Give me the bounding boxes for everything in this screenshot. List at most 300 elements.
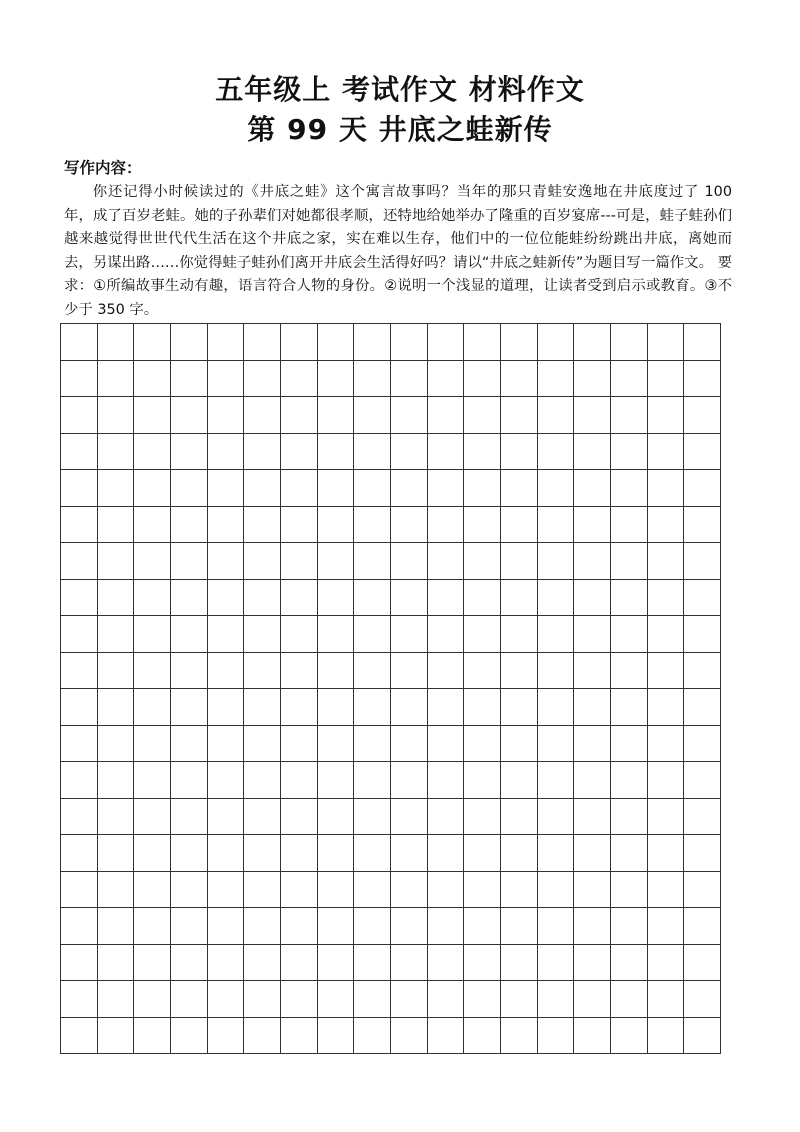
grid-cell[interactable]	[61, 470, 98, 507]
grid-cell[interactable]	[538, 580, 575, 617]
grid-cell[interactable]	[574, 835, 611, 872]
grid-cell[interactable]	[538, 616, 575, 653]
grid-cell[interactable]	[61, 324, 98, 361]
grid-cell[interactable]	[354, 981, 391, 1018]
grid-cell[interactable]	[354, 470, 391, 507]
grid-cell[interactable]	[391, 945, 428, 982]
grid-cell[interactable]	[611, 653, 648, 690]
grid-cell[interactable]	[574, 726, 611, 763]
grid-cell[interactable]	[98, 1018, 135, 1055]
grid-cell[interactable]	[684, 799, 721, 836]
grid-cell[interactable]	[281, 726, 318, 763]
grid-cell[interactable]	[428, 726, 465, 763]
grid-cell[interactable]	[98, 653, 135, 690]
grid-cell[interactable]	[428, 361, 465, 398]
grid-cell[interactable]	[281, 872, 318, 909]
grid-cell[interactable]	[428, 762, 465, 799]
grid-cell[interactable]	[244, 799, 281, 836]
grid-cell[interactable]	[648, 1018, 685, 1055]
grid-cell[interactable]	[171, 397, 208, 434]
grid-cell[interactable]	[171, 580, 208, 617]
grid-cell[interactable]	[648, 616, 685, 653]
grid-cell[interactable]	[98, 434, 135, 471]
grid-cell[interactable]	[318, 981, 355, 1018]
grid-cell[interactable]	[281, 653, 318, 690]
grid-cell[interactable]	[134, 653, 171, 690]
grid-cell[interactable]	[648, 361, 685, 398]
grid-cell[interactable]	[501, 616, 538, 653]
grid-cell[interactable]	[684, 872, 721, 909]
grid-cell[interactable]	[354, 507, 391, 544]
grid-cell[interactable]	[281, 470, 318, 507]
grid-cell[interactable]	[538, 507, 575, 544]
grid-cell[interactable]	[318, 908, 355, 945]
grid-cell[interactable]	[98, 361, 135, 398]
grid-cell[interactable]	[61, 835, 98, 872]
grid-cell[interactable]	[684, 434, 721, 471]
grid-cell[interactable]	[354, 689, 391, 726]
grid-cell[interactable]	[98, 835, 135, 872]
grid-cell[interactable]	[61, 580, 98, 617]
grid-cell[interactable]	[611, 616, 648, 653]
grid-cell[interactable]	[611, 908, 648, 945]
grid-cell[interactable]	[611, 361, 648, 398]
grid-cell[interactable]	[574, 1018, 611, 1055]
grid-cell[interactable]	[684, 762, 721, 799]
grid-cell[interactable]	[684, 945, 721, 982]
grid-cell[interactable]	[244, 507, 281, 544]
grid-cell[interactable]	[61, 799, 98, 836]
grid-cell[interactable]	[538, 689, 575, 726]
grid-cell[interactable]	[281, 981, 318, 1018]
grid-cell[interactable]	[428, 580, 465, 617]
grid-cell[interactable]	[428, 434, 465, 471]
grid-cell[interactable]	[98, 616, 135, 653]
grid-cell[interactable]	[501, 689, 538, 726]
grid-cell[interactable]	[61, 689, 98, 726]
grid-cell[interactable]	[318, 872, 355, 909]
grid-cell[interactable]	[501, 653, 538, 690]
grid-cell[interactable]	[464, 762, 501, 799]
grid-cell[interactable]	[464, 434, 501, 471]
grid-cell[interactable]	[501, 726, 538, 763]
grid-cell[interactable]	[391, 543, 428, 580]
grid-cell[interactable]	[501, 543, 538, 580]
grid-cell[interactable]	[648, 872, 685, 909]
grid-cell[interactable]	[134, 324, 171, 361]
grid-cell[interactable]	[684, 470, 721, 507]
grid-cell[interactable]	[281, 799, 318, 836]
grid-cell[interactable]	[684, 361, 721, 398]
grid-cell[interactable]	[684, 580, 721, 617]
grid-cell[interactable]	[648, 507, 685, 544]
grid-cell[interactable]	[428, 543, 465, 580]
grid-cell[interactable]	[244, 470, 281, 507]
grid-cell[interactable]	[428, 470, 465, 507]
grid-cell[interactable]	[281, 689, 318, 726]
grid-cell[interactable]	[574, 543, 611, 580]
grid-cell[interactable]	[538, 324, 575, 361]
grid-cell[interactable]	[648, 762, 685, 799]
grid-cell[interactable]	[574, 981, 611, 1018]
grid-cell[interactable]	[281, 324, 318, 361]
grid-cell[interactable]	[134, 981, 171, 1018]
grid-cell[interactable]	[281, 580, 318, 617]
grid-cell[interactable]	[208, 689, 245, 726]
grid-cell[interactable]	[538, 434, 575, 471]
grid-cell[interactable]	[98, 580, 135, 617]
grid-cell[interactable]	[501, 872, 538, 909]
grid-cell[interactable]	[208, 361, 245, 398]
grid-cell[interactable]	[208, 507, 245, 544]
grid-cell[interactable]	[684, 324, 721, 361]
grid-cell[interactable]	[538, 543, 575, 580]
grid-cell[interactable]	[538, 835, 575, 872]
grid-cell[interactable]	[208, 872, 245, 909]
grid-cell[interactable]	[354, 653, 391, 690]
grid-cell[interactable]	[318, 653, 355, 690]
grid-cell[interactable]	[574, 653, 611, 690]
grid-cell[interactable]	[208, 397, 245, 434]
grid-cell[interactable]	[134, 835, 171, 872]
grid-cell[interactable]	[354, 799, 391, 836]
grid-cell[interactable]	[684, 835, 721, 872]
grid-cell[interactable]	[574, 507, 611, 544]
grid-cell[interactable]	[244, 872, 281, 909]
grid-cell[interactable]	[244, 397, 281, 434]
grid-cell[interactable]	[354, 361, 391, 398]
grid-cell[interactable]	[648, 470, 685, 507]
grid-cell[interactable]	[98, 945, 135, 982]
grid-cell[interactable]	[134, 507, 171, 544]
grid-cell[interactable]	[171, 981, 208, 1018]
grid-cell[interactable]	[391, 872, 428, 909]
grid-cell[interactable]	[318, 762, 355, 799]
grid-cell[interactable]	[171, 507, 208, 544]
grid-cell[interactable]	[208, 908, 245, 945]
grid-cell[interactable]	[574, 872, 611, 909]
grid-cell[interactable]	[208, 470, 245, 507]
grid-cell[interactable]	[281, 507, 318, 544]
grid-cell[interactable]	[464, 543, 501, 580]
grid-cell[interactable]	[208, 835, 245, 872]
grid-cell[interactable]	[648, 799, 685, 836]
grid-cell[interactable]	[648, 397, 685, 434]
grid-cell[interactable]	[428, 324, 465, 361]
grid-cell[interactable]	[354, 434, 391, 471]
grid-cell[interactable]	[61, 434, 98, 471]
grid-cell[interactable]	[501, 434, 538, 471]
grid-cell[interactable]	[611, 762, 648, 799]
grid-cell[interactable]	[464, 835, 501, 872]
grid-cell[interactable]	[318, 726, 355, 763]
grid-cell[interactable]	[281, 835, 318, 872]
grid-cell[interactable]	[208, 653, 245, 690]
grid-cell[interactable]	[684, 1018, 721, 1055]
grid-cell[interactable]	[61, 872, 98, 909]
grid-cell[interactable]	[171, 835, 208, 872]
grid-cell[interactable]	[171, 653, 208, 690]
grid-cell[interactable]	[281, 908, 318, 945]
grid-cell[interactable]	[611, 434, 648, 471]
grid-cell[interactable]	[208, 580, 245, 617]
grid-cell[interactable]	[428, 689, 465, 726]
grid-cell[interactable]	[208, 1018, 245, 1055]
grid-cell[interactable]	[391, 1018, 428, 1055]
grid-cell[interactable]	[464, 616, 501, 653]
grid-cell[interactable]	[61, 361, 98, 398]
grid-cell[interactable]	[318, 507, 355, 544]
grid-cell[interactable]	[61, 543, 98, 580]
grid-cell[interactable]	[428, 1018, 465, 1055]
grid-cell[interactable]	[134, 434, 171, 471]
grid-cell[interactable]	[354, 580, 391, 617]
grid-cell[interactable]	[171, 799, 208, 836]
grid-cell[interactable]	[98, 397, 135, 434]
grid-cell[interactable]	[538, 1018, 575, 1055]
grid-cell[interactable]	[391, 434, 428, 471]
grid-cell[interactable]	[391, 397, 428, 434]
grid-cell[interactable]	[171, 908, 208, 945]
grid-cell[interactable]	[61, 397, 98, 434]
grid-cell[interactable]	[611, 835, 648, 872]
grid-cell[interactable]	[648, 324, 685, 361]
grid-cell[interactable]	[134, 872, 171, 909]
grid-cell[interactable]	[134, 616, 171, 653]
grid-cell[interactable]	[244, 653, 281, 690]
grid-cell[interactable]	[134, 908, 171, 945]
grid-cell[interactable]	[354, 543, 391, 580]
grid-cell[interactable]	[171, 689, 208, 726]
grid-cell[interactable]	[464, 945, 501, 982]
grid-cell[interactable]	[134, 689, 171, 726]
grid-cell[interactable]	[391, 981, 428, 1018]
grid-cell[interactable]	[281, 361, 318, 398]
writing-grid[interactable]	[60, 323, 721, 1054]
grid-cell[interactable]	[684, 981, 721, 1018]
grid-cell[interactable]	[208, 726, 245, 763]
grid-cell[interactable]	[208, 434, 245, 471]
grid-cell[interactable]	[171, 616, 208, 653]
grid-cell[interactable]	[574, 324, 611, 361]
grid-cell[interactable]	[244, 689, 281, 726]
grid-cell[interactable]	[171, 543, 208, 580]
grid-cell[interactable]	[611, 981, 648, 1018]
grid-cell[interactable]	[464, 689, 501, 726]
grid-cell[interactable]	[574, 799, 611, 836]
grid-cell[interactable]	[574, 762, 611, 799]
grid-cell[interactable]	[318, 361, 355, 398]
grid-cell[interactable]	[354, 324, 391, 361]
grid-cell[interactable]	[538, 762, 575, 799]
grid-cell[interactable]	[611, 580, 648, 617]
grid-cell[interactable]	[244, 981, 281, 1018]
grid-cell[interactable]	[318, 835, 355, 872]
grid-cell[interactable]	[98, 908, 135, 945]
grid-cell[interactable]	[574, 908, 611, 945]
grid-cell[interactable]	[318, 689, 355, 726]
grid-cell[interactable]	[611, 470, 648, 507]
grid-cell[interactable]	[318, 543, 355, 580]
grid-cell[interactable]	[538, 653, 575, 690]
grid-cell[interactable]	[208, 799, 245, 836]
grid-cell[interactable]	[684, 908, 721, 945]
grid-cell[interactable]	[171, 324, 208, 361]
grid-cell[interactable]	[428, 945, 465, 982]
grid-cell[interactable]	[464, 580, 501, 617]
grid-cell[interactable]	[244, 434, 281, 471]
grid-cell[interactable]	[611, 397, 648, 434]
grid-cell[interactable]	[648, 835, 685, 872]
grid-cell[interactable]	[61, 908, 98, 945]
grid-cell[interactable]	[464, 726, 501, 763]
grid-cell[interactable]	[244, 580, 281, 617]
grid-cell[interactable]	[428, 397, 465, 434]
grid-cell[interactable]	[538, 470, 575, 507]
grid-cell[interactable]	[611, 726, 648, 763]
grid-cell[interactable]	[501, 470, 538, 507]
grid-cell[interactable]	[391, 580, 428, 617]
grid-cell[interactable]	[428, 507, 465, 544]
grid-cell[interactable]	[208, 543, 245, 580]
grid-cell[interactable]	[134, 361, 171, 398]
grid-cell[interactable]	[208, 981, 245, 1018]
grid-cell[interactable]	[354, 835, 391, 872]
grid-cell[interactable]	[171, 726, 208, 763]
grid-cell[interactable]	[134, 726, 171, 763]
grid-cell[interactable]	[464, 908, 501, 945]
grid-cell[interactable]	[391, 653, 428, 690]
grid-cell[interactable]	[501, 981, 538, 1018]
grid-cell[interactable]	[98, 507, 135, 544]
grid-cell[interactable]	[391, 616, 428, 653]
grid-cell[interactable]	[391, 361, 428, 398]
grid-cell[interactable]	[98, 689, 135, 726]
grid-cell[interactable]	[391, 762, 428, 799]
grid-cell[interactable]	[244, 616, 281, 653]
grid-cell[interactable]	[171, 1018, 208, 1055]
grid-cell[interactable]	[354, 945, 391, 982]
grid-cell[interactable]	[501, 908, 538, 945]
grid-cell[interactable]	[574, 361, 611, 398]
grid-cell[interactable]	[428, 799, 465, 836]
grid-cell[interactable]	[538, 397, 575, 434]
grid-cell[interactable]	[281, 434, 318, 471]
grid-cell[interactable]	[244, 762, 281, 799]
grid-cell[interactable]	[501, 507, 538, 544]
grid-cell[interactable]	[684, 507, 721, 544]
grid-cell[interactable]	[391, 908, 428, 945]
grid-cell[interactable]	[501, 324, 538, 361]
grid-cell[interactable]	[134, 397, 171, 434]
grid-cell[interactable]	[134, 580, 171, 617]
grid-cell[interactable]	[318, 580, 355, 617]
grid-cell[interactable]	[428, 981, 465, 1018]
grid-cell[interactable]	[428, 908, 465, 945]
grid-cell[interactable]	[391, 799, 428, 836]
grid-cell[interactable]	[648, 543, 685, 580]
grid-cell[interactable]	[574, 434, 611, 471]
grid-cell[interactable]	[244, 726, 281, 763]
grid-cell[interactable]	[134, 1018, 171, 1055]
grid-cell[interactable]	[501, 945, 538, 982]
grid-cell[interactable]	[244, 908, 281, 945]
grid-cell[interactable]	[538, 981, 575, 1018]
grid-cell[interactable]	[611, 689, 648, 726]
grid-cell[interactable]	[574, 616, 611, 653]
grid-cell[interactable]	[464, 324, 501, 361]
grid-cell[interactable]	[464, 507, 501, 544]
grid-cell[interactable]	[98, 799, 135, 836]
grid-cell[interactable]	[98, 324, 135, 361]
grid-cell[interactable]	[684, 616, 721, 653]
grid-cell[interactable]	[428, 653, 465, 690]
grid-cell[interactable]	[171, 434, 208, 471]
grid-cell[interactable]	[318, 1018, 355, 1055]
grid-cell[interactable]	[208, 324, 245, 361]
grid-cell[interactable]	[354, 908, 391, 945]
grid-cell[interactable]	[98, 762, 135, 799]
grid-cell[interactable]	[501, 835, 538, 872]
grid-cell[interactable]	[281, 1018, 318, 1055]
grid-cell[interactable]	[648, 908, 685, 945]
grid-cell[interactable]	[611, 324, 648, 361]
grid-cell[interactable]	[61, 616, 98, 653]
grid-cell[interactable]	[464, 653, 501, 690]
grid-cell[interactable]	[538, 945, 575, 982]
grid-cell[interactable]	[208, 945, 245, 982]
grid-cell[interactable]	[318, 799, 355, 836]
grid-cell[interactable]	[281, 397, 318, 434]
grid-cell[interactable]	[134, 799, 171, 836]
grid-cell[interactable]	[134, 543, 171, 580]
grid-cell[interactable]	[464, 981, 501, 1018]
grid-cell[interactable]	[684, 543, 721, 580]
grid-cell[interactable]	[244, 1018, 281, 1055]
grid-cell[interactable]	[574, 945, 611, 982]
grid-cell[interactable]	[281, 762, 318, 799]
grid-cell[interactable]	[61, 945, 98, 982]
grid-cell[interactable]	[464, 397, 501, 434]
grid-cell[interactable]	[684, 653, 721, 690]
grid-cell[interactable]	[318, 470, 355, 507]
grid-cell[interactable]	[134, 945, 171, 982]
grid-cell[interactable]	[391, 689, 428, 726]
grid-cell[interactable]	[538, 726, 575, 763]
grid-cell[interactable]	[574, 580, 611, 617]
grid-cell[interactable]	[98, 543, 135, 580]
grid-cell[interactable]	[98, 470, 135, 507]
grid-cell[interactable]	[611, 945, 648, 982]
grid-cell[interactable]	[391, 835, 428, 872]
grid-cell[interactable]	[611, 799, 648, 836]
grid-cell[interactable]	[538, 799, 575, 836]
grid-cell[interactable]	[354, 872, 391, 909]
grid-cell[interactable]	[244, 835, 281, 872]
grid-cell[interactable]	[134, 470, 171, 507]
grid-cell[interactable]	[134, 762, 171, 799]
grid-cell[interactable]	[464, 799, 501, 836]
grid-cell[interactable]	[538, 908, 575, 945]
grid-cell[interactable]	[354, 397, 391, 434]
grid-cell[interactable]	[391, 470, 428, 507]
grid-cell[interactable]	[574, 470, 611, 507]
grid-cell[interactable]	[244, 324, 281, 361]
grid-cell[interactable]	[464, 361, 501, 398]
grid-cell[interactable]	[611, 872, 648, 909]
grid-cell[interactable]	[428, 872, 465, 909]
grid-cell[interactable]	[501, 1018, 538, 1055]
